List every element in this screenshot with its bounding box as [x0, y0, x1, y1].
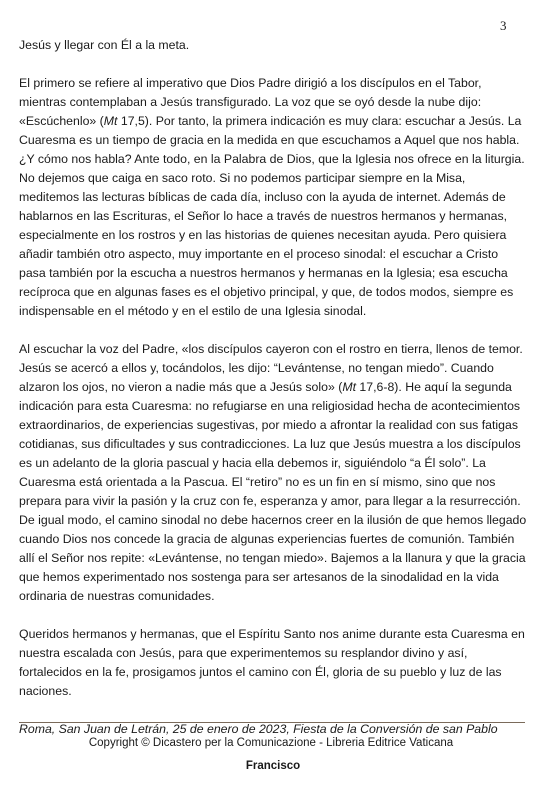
paragraph-closing: Queridos hermanos y hermanas, que el Espíritu Santo nos anime durante esta Cuaresma en nuestra escalada con Jesús, para que experimentemos su resplandor divino y así, fortalecidos en la fe, prosigamos juntos el camino con Él, gloria de su pueblo y luz de las naciones.: [19, 627, 525, 698]
copyright-notice: Copyright © Dicastero per la Comunicazione - Libreria Editrice Vaticana: [88, 737, 454, 749]
page-number: 3: [500, 18, 507, 33]
signer-name: Francisco: [245, 760, 301, 772]
paragraph-first-indication: [19, 74, 527, 321]
paragraph-second-indication: [19, 340, 527, 606]
signature-line: Roma, San Juan de Letrán, 25 de enero de 2023, Fiesta de la Conversión de san Pablo: [19, 722, 498, 736]
paragraph-text: 17,6-8). He aquí la segunda indicación para esta Cuaresma: no refugiarse en una religiosidad hecha de acontecimientos extraordinarios, de experiencias sugestivas, por miedo a afrontar la realidad con sus fatigas cotidianas, sus dificultades y sus contradicciones. La luz que Jesús muestra a los discípulos es un adelanto de la gloria pascual y hacia ella debemos ir, siguiéndolo “a Él solo”. La Cuaresma está orientada a la Pascua. El “retiro” no es un fin en sí mismo, sino que nos prepara para vivir la pasión y la cruz con fe, esperanza y amor, para llegar a la resurrección. De igual modo, el camino sinodal no debe hacernos creer en la ilusión de que hemos llegado cuando Dios nos concede la gracia de algunas experiencias fuertes de comunión. También allí el Señor nos repite: «Levántense, no tengan miedo». Bajemos a la llanura y que la gracia que hemos experimentado nos sostenga para ser artesanos de la sinodalidad en la vida ordinaria de nuestras comunidades.: [19, 380, 527, 603]
paragraph-text: 17,5). Por tanto, la primera indicación es muy clara: escuchar a Jesús. La Cuaresma es un tiempo de gracia en la medida en que escuchamos a Aquel que nos habla. ¿Y cómo nos habla? Ante todo, en la Palabra de Dios, que la Iglesia nos ofrece en la liturgia. No dejemos que caiga en saco roto. Si no podemos participar siempre en la Misa, meditemos las lecturas bíblicas de cada día, incluso con la ayuda de internet. Además de hablarnos en las Escrituras, el Señor lo hace a través de nuestros hermanos y hermanas, especialmente en los rostros y en las historias de quienes necesitan ayuda. Pero quisiera añadir también otro aspecto, muy importante en el proceso sinodal: el escuchar a Cristo pasa también por la escucha a nuestros hermanos y hermanas en la Iglesia; esa escucha recíproca que en algunas fases es el objetivo principal, y que, de todos modos, siempre es indispensable en el método y en el estilo de una Iglesia sinodal.: [19, 114, 525, 318]
scripture-reference: Mt: [342, 380, 356, 394]
paragraph-text: Al escuchar la voz del Padre, «los discípulos cayeron con el rostro en tierra, llenos de temor. Jesús se acercó a ellos y, tocándolos, les dijo: “Levántense, no tengan miedo”. Cuando alzaron los ojos, no vieron a nadie más que a Jesús solo» (: [19, 342, 523, 394]
paragraph-continuation: Jesús y llegar con Él a la meta.: [19, 38, 190, 52]
paragraph-text: El primero se refiere al imperativo que Dios Padre dirigió a los discípulos en el Tabor, mientras contemplaban a Jesús transfigurado. La voz que se oyó desde la nube dijo: «Escúchenlo» (: [19, 76, 482, 128]
footer-divider: [19, 722, 525, 723]
document-body: [19, 36, 527, 795]
scripture-reference: Mt: [103, 114, 118, 128]
